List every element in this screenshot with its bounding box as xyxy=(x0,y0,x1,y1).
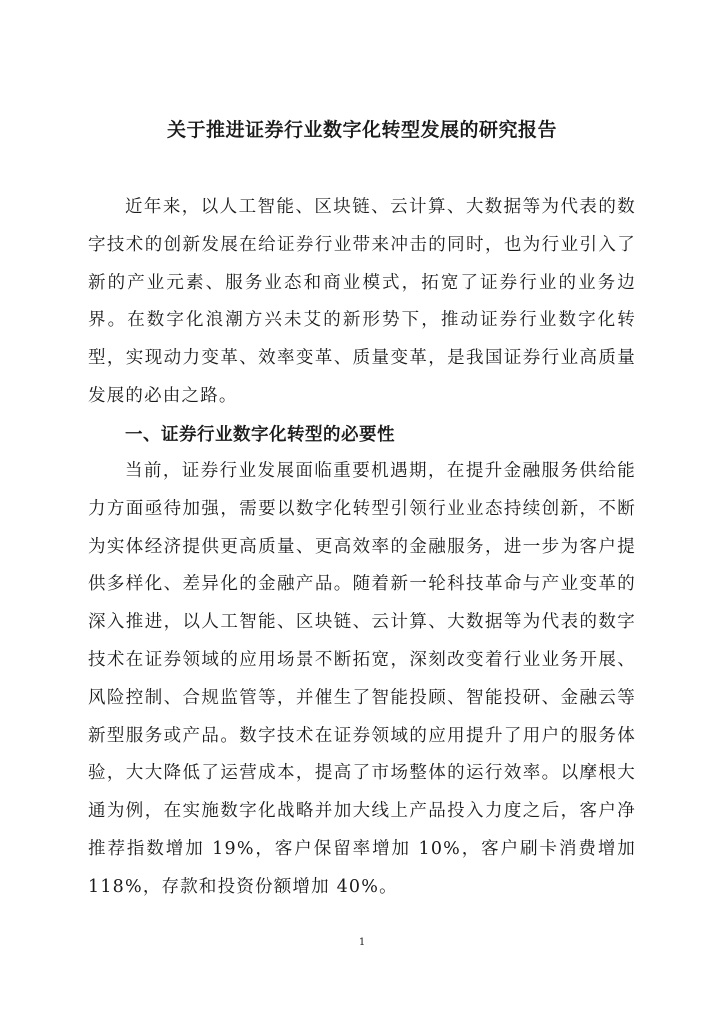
section-heading: 一、证券行业数字化转型的必要性 xyxy=(125,425,395,445)
document-title: 关于推进证券行业数字化转型发展的研究报告 xyxy=(166,119,557,141)
page-number: 1 xyxy=(358,937,366,948)
section-paragraph: 当前，证券行业发展面临重要机遇期，在提升金融服务供给能力方面亟待加强，需要以数字化转型引领行业业态持续创新，不断为实体经济提供更高质量、更高效率的金融服务，进一步为客户提供多样化、差异化的金融产品。随着新一轮科技革命与产业变革的深入推进，以人工智能、区块链、云计算、大数据等为代表的数字技术在证券领域的应用场景不断拓宽，深刻改变着行业业务开展、风险控制、合规监管等，并催生了智能投顾、智能投研、金融云等新型服务或产品。数字技术在证券领域的应用提升了用户的服务体验，大大降低了运营成本，提高了市场整体的运行效率。以摩根大通为例，在实施数字化战略并加大线上产品投入力度之后，客户净推荐指数增加 19%，客户保留率增加 10%，客户刷卡消费增加 118%，存款和投资份额增加 40%。 xyxy=(88,461,636,897)
intro-paragraph: 近年来，以人工智能、区块链、云计算、大数据等为代表的数字技术的创新发展在给证券行业带来冲击的同时，也为行业引入了新的产业元素、服务业态和商业模式，拓宽了证券行业的业务边界。在数字化浪潮方兴未艾的新形势下，推动证券行业数字化转型，实现动力变革、效率变革、质量变革，是我国证券行业高质量发展的必由之路。 xyxy=(88,197,636,406)
